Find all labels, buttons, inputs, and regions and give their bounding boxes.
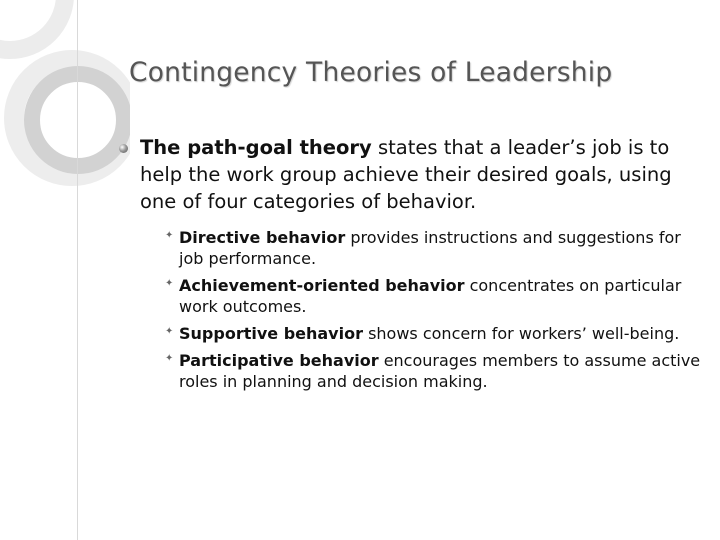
- sub-bullet-rest: shows concern for workers’ well-being.: [362, 324, 680, 343]
- slide-title: Contingency Theories of Leadership: [129, 57, 613, 88]
- sub-bullet-directive: [163, 227, 703, 269]
- sub-bullet-achievement: [163, 275, 703, 317]
- sub-bullet-bold: Achievement-oriented behavior: [179, 276, 465, 295]
- sub-bullet-bold: Supportive behavior: [179, 324, 363, 343]
- sub-bullet-dot-icon: ✦: [165, 230, 174, 241]
- decor-ring-inner: [32, 74, 124, 166]
- sub-bullet-dot-icon: ✦: [165, 326, 174, 337]
- main-bullet: [119, 134, 709, 215]
- main-bullet-rest: states that a leader’s job is to help the work group achieve their desired goals, using one of four categories of behavior.: [140, 136, 672, 213]
- sub-bullet-rest: provides instructions and suggestions for job performance.: [179, 228, 681, 268]
- sub-bullet-dot-icon: ✦: [165, 278, 174, 289]
- sub-bullet-bold: Participative behavior: [179, 351, 379, 370]
- sub-bullet-bold: Directive behavior: [179, 228, 346, 247]
- main-bullet-bold: The path-goal theory: [140, 136, 372, 159]
- left-divider-line: [77, 0, 78, 540]
- bullet-icon: [119, 144, 128, 153]
- sub-bullet-list: [163, 227, 703, 398]
- sub-bullet-participative: [163, 350, 703, 392]
- sub-bullet-rest: encourages members to assume active roles in planning and decision making.: [179, 351, 701, 391]
- main-bullet-text: [140, 134, 709, 215]
- sub-bullet-dot-icon: ✦: [165, 353, 174, 364]
- decor-arc-top: [0, 0, 65, 50]
- sub-bullet-rest: concentrates on particular work outcomes.: [179, 276, 682, 316]
- decorative-circles: [0, 0, 130, 200]
- sub-bullet-supportive: [163, 323, 703, 344]
